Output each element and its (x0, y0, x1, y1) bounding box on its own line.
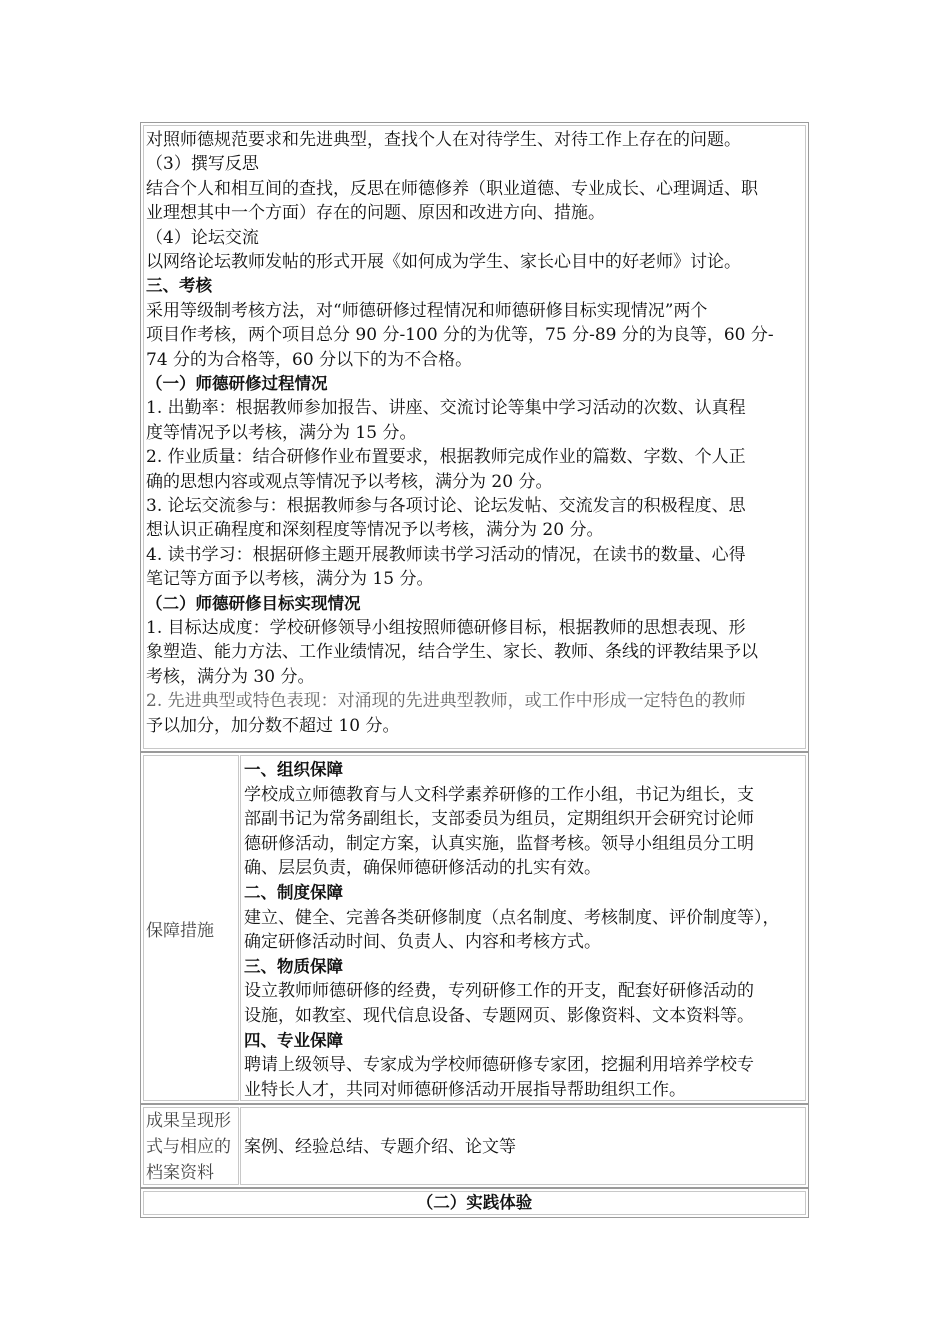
assessment-line-9: 项目作考核，两个项目总分 90 分-100 分的为优等，75 分-89 分的为良等，60 分- (146, 325, 774, 346)
practice-heading: （二）实践体验 (416, 1193, 533, 1212)
assessment-line-18: 4. 读书学习：根据研修主题开展教师读书学习活动的情况，在读书的数量、心得 (146, 544, 746, 565)
results-value: 案例、经验总结、专题介绍、论文等 (244, 1137, 516, 1157)
guarantee-line-8: 确定研修活动时间、负责人、内容和考核方式。 (244, 932, 601, 953)
results-label-line-2: 式与相应的 (146, 1137, 231, 1157)
guarantee-line-10: 设立教师师德研修的经费，专列研修工作的开支，配套好研修活动的 (244, 981, 754, 1002)
assessment-line-4: 业理想其中一个方面）存在的问题、原因和改进方向、措施。 (146, 203, 605, 224)
assessment-section-text (146, 129, 802, 749)
guarantee-line-14: 业特长人才，共同对师德研修活动开展指导帮助组织工作。 (244, 1079, 686, 1100)
results-label-line-3: 档案资料 (146, 1163, 214, 1183)
guarantee-line-7: 建立、健全、完善各类研修制度（点名制度、考核制度、评价制度等）， (244, 907, 780, 928)
assessment-line-12: 1. 出勤率：根据教师参加报告、讲座、交流讨论等集中学习活动的次数、认真程 (146, 398, 746, 419)
guarantee-line-4: 德研修活动，制定方案，认真实施，监督考核。领导小组组员分工明 (244, 833, 754, 854)
assessment-line-13: 度等情况予以考核，满分为 15 分。 (146, 422, 417, 443)
assessment-line-11: （一）师德研修过程情况 (146, 374, 328, 393)
assessment-line-7: 三、考核 (146, 276, 212, 296)
guarantee-line-13: 聘请上级领导、专家成为学校师德研修专家团，挖掘利用培养学校专 (244, 1055, 754, 1076)
assessment-line-19: 笔记等方面予以考核，满分为 15 分。 (146, 569, 434, 590)
assessment-line-1: 对照师德规范要求和先进典型，查找个人在对待学生、对待工作上存在的问题。 (146, 130, 741, 150)
assessment-line-15: 确的思想内容或观点等情况予以考核，满分为 20 分。 (146, 471, 553, 492)
assessment-line-10: 74 分的为合格等，60 分以下的为不合格。 (146, 349, 473, 370)
guarantee-line-9: 三、物质保障 (244, 956, 343, 976)
assessment-line-25: 予以加分，加分数不超过 10 分。 (146, 715, 400, 736)
assessment-line-5: （4）论坛交流 (146, 227, 259, 248)
guarantee-line-11: 设施，如教室、现代信息设备、专题网页、影像资料、文本资料等。 (244, 1006, 754, 1026)
assessment-line-20: （二）师德研修目标实现情况 (146, 593, 361, 613)
assessment-line-2: （3）撰写反思 (146, 154, 259, 175)
assessment-line-17: 想认识正确程度和深刻程度等情况予以考核，满分为 20 分。 (146, 520, 604, 541)
assessment-line-14: 2. 作业质量：结合研修作业布置要求，根据教师完成作业的篇数、字数、个人正 (146, 447, 746, 468)
guarantee-content-text (244, 759, 804, 1099)
guarantee-line-5: 确、层层负责，确保师德研修活动的扎实有效。 (244, 858, 601, 879)
guarantee-line-3: 部副书记为常务副组长，支部委员为组员，定期组织开会研究讨论师 (244, 809, 754, 830)
guarantee-line-2: 学校成立师德教育与人文科学素养研修的工作小组，书记为组长，支 (244, 784, 754, 805)
assessment-line-6: 以网络论坛教师发帖的形式开展《如何成为学生、家长心目中的好老师》讨论。 (146, 252, 741, 272)
assessment-line-16: 3. 论坛交流参与：根据教师参与各项讨论、论坛发帖、交流发言的积极程度、思 (146, 496, 746, 516)
guarantee-line-6: 二、制度保障 (244, 883, 343, 902)
results-label-line-1: 成果呈现形 (146, 1111, 231, 1131)
assessment-line-3: 结合个人和相互间的查找，反思在师德修养（职业道德、专业成长、心理调适、职 (146, 178, 758, 199)
assessment-line-8: 采用等级制考核方法，对“师德研修过程情况和师德研修目标实现情况”两个 (146, 300, 708, 321)
assessment-line-24: 2. 先进典型或特色表现：对涌现的先进典型教师，或工作中形成一定特色的教师 (146, 691, 746, 712)
assessment-line-22: 象塑造、能力方法、工作业绩情况，结合学生、家长、教师、条线的评教结果予以 (146, 642, 758, 663)
assessment-line-21: 1. 目标达成度：学校研修领导小组按照师德研修目标，根据教师的思想表现、形 (146, 618, 746, 638)
guarantee-line-1: 一、组织保障 (244, 760, 343, 779)
assessment-line-23: 考核，满分为 30 分。 (146, 666, 315, 687)
guarantee-label: 保障措施 (146, 921, 214, 941)
guarantee-line-12: 四、专业保障 (244, 1030, 343, 1050)
